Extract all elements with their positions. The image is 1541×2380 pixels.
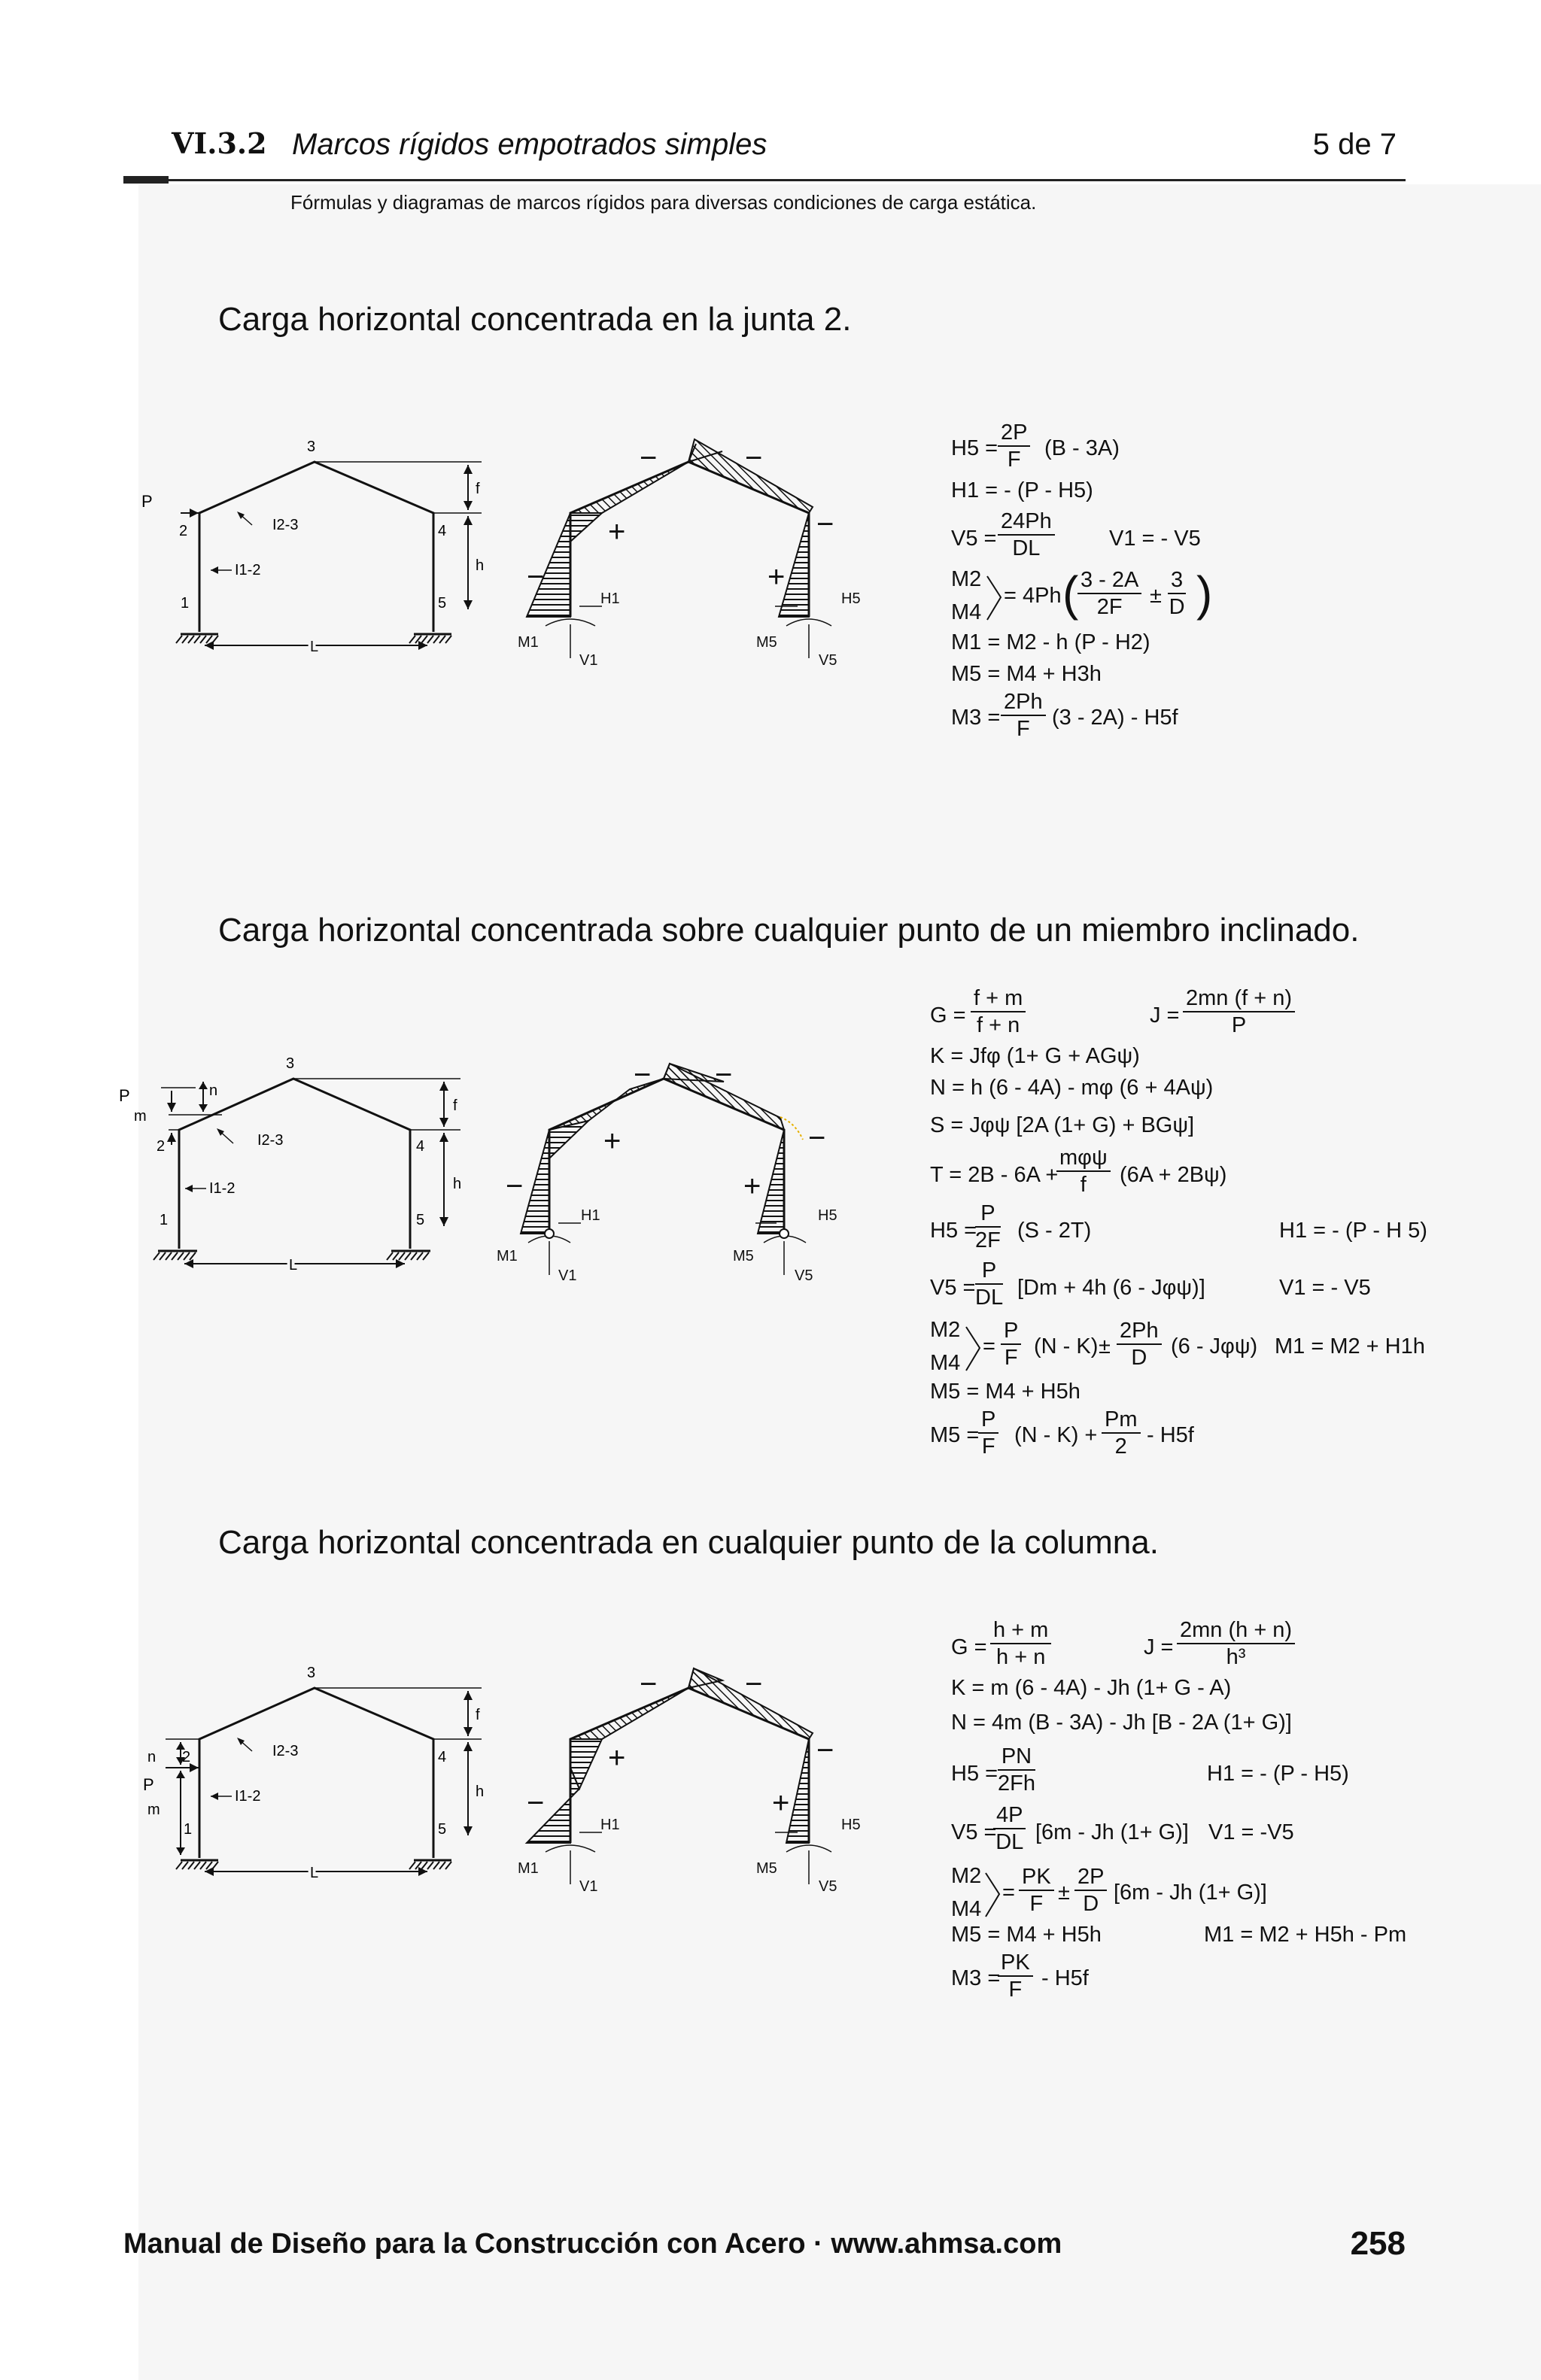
s3-H5-frac [998, 1744, 1035, 1796]
s1-M24-n1: 3 - 2A [1077, 567, 1141, 594]
sign-plus: + [767, 560, 786, 593]
s2-M24-n2: 2Ph [1117, 1318, 1162, 1345]
s2-M5b-d2: 2 [1114, 1434, 1127, 1459]
s3-M24-n2: 2P [1074, 1864, 1107, 1891]
dim-f-label: f [453, 1097, 457, 1114]
sign-minus: − [745, 1668, 763, 1701]
dim-L-label: L [310, 1865, 319, 1881]
s2-M5a: M5 = M4 + H5h [930, 1380, 1081, 1404]
dim-f-label: f [476, 1707, 480, 1723]
sign-minus: − [634, 1058, 652, 1091]
s3-M24-pm: ± [1058, 1881, 1070, 1905]
s3-M24-n1: PK [1019, 1864, 1054, 1891]
reaction-V1-label: V1 [579, 1878, 598, 1895]
sign-plus: + [772, 1787, 790, 1820]
s2-T-lhs: T = 2B - 6A + [930, 1163, 1059, 1187]
reaction-M5-label: M5 [733, 1248, 754, 1264]
section-number: VI.3.2 [172, 126, 267, 160]
dim-n-label: n [209, 1082, 218, 1099]
section2-title: Carga horizontal concentrada sobre cualquier punto de un miembro inclinado. [218, 912, 1360, 949]
reaction-M1-label: M1 [518, 1860, 539, 1877]
footer-text: Manual de Diseño para la Construcción con Acero · www.ahmsa.com [123, 2228, 1062, 2260]
reaction-H1-label: H1 [600, 590, 620, 607]
s2-G-lhs: G = [930, 1003, 966, 1028]
s3-G-den: h + n [996, 1645, 1046, 1669]
s2-S: S = Jφψ [2A (1+ G) + BGψ] [930, 1113, 1195, 1137]
s3-J-den: h³ [1226, 1645, 1246, 1669]
load-P-label: P [141, 492, 153, 511]
inertia-I12-label: I1-2 [235, 1788, 261, 1805]
joint-3-label: 3 [286, 1055, 295, 1072]
s1-M24-lhs: = 4Ph [1004, 584, 1062, 608]
s2-M24-d2: D [1131, 1346, 1147, 1370]
s3-V5-lhs: V5 = [951, 1820, 997, 1844]
s3-M1: M1 = M2 + H5h - Pm [1204, 1923, 1407, 1947]
s2-H5-rhs: (S - 2T) [1017, 1219, 1092, 1243]
s2-M5b-lhs: M5 = [930, 1423, 980, 1447]
s1-M3-lhs: M3 = [951, 706, 1001, 730]
sign-minus: − [640, 1668, 658, 1701]
s2-J-frac [1183, 985, 1295, 1038]
s2-T-num: mφψ [1056, 1145, 1111, 1172]
s3-H1: H1 = - (P - H5) [1207, 1762, 1349, 1786]
sign-minus: − [816, 508, 834, 541]
joint-4-label: 4 [438, 523, 447, 539]
s1-M24-d2: D [1169, 595, 1185, 619]
s2-M5b-mid: (N - K) + [1014, 1423, 1098, 1447]
s2-M2: M2 [930, 1318, 961, 1342]
reaction-H5-label: H5 [841, 1817, 861, 1833]
joint-5-label: 5 [416, 1212, 425, 1228]
joint-1-label: 1 [160, 1212, 169, 1228]
s3-J-frac [1177, 1617, 1295, 1670]
joint-1-label: 1 [181, 595, 190, 612]
s2-M24-n1: P [1001, 1318, 1021, 1345]
s3-G-num: h + m [990, 1617, 1051, 1644]
s2-T-den: f [1080, 1173, 1087, 1197]
reaction-H1-label: H1 [600, 1817, 620, 1833]
sign-minus: − [506, 1170, 524, 1203]
dim-m-label: m [134, 1108, 147, 1125]
section2-frame-diagram [113, 1046, 504, 1294]
s3-H5-lhs: H5 = [951, 1762, 998, 1786]
s2-M24-pm: ± [1099, 1334, 1111, 1358]
s1-V5-frac [998, 508, 1055, 561]
reaction-V5-label: V5 [819, 652, 837, 669]
s1-M5: M5 = M4 + H3h [951, 662, 1102, 686]
section2-moment-diagram [476, 1046, 867, 1294]
inertia-I12-label: I1-2 [209, 1180, 236, 1197]
s1-M3-num: 2Ph [1001, 689, 1046, 716]
s1-M24-n2: 3 [1168, 567, 1186, 594]
s3-N: N = 4m (B - 3A) - Jh [B - 2A (1+ G)] [951, 1711, 1292, 1735]
s2-M5b-frac1 [978, 1407, 998, 1459]
s2-M24-lhs: = [983, 1334, 995, 1358]
s3-M2: M2 [951, 1864, 982, 1888]
dim-L-label: L [310, 639, 319, 655]
s2-M5b-n2: Pm [1102, 1407, 1141, 1434]
s2-M4: M4 [930, 1351, 961, 1375]
reaction-M1-label: M1 [497, 1248, 518, 1264]
s1-M4: M4 [951, 600, 982, 624]
s2-H5-frac [975, 1201, 1001, 1253]
s2-M5b-d1: F [981, 1434, 995, 1459]
section3-title: Carga horizontal concentrada en cualquier punto de la columna. [218, 1524, 1159, 1561]
s3-M24-d1: F [1029, 1892, 1044, 1916]
s2-V5-num: P [975, 1258, 1003, 1285]
s3-M4: M4 [951, 1897, 982, 1921]
reaction-H5-label: H5 [841, 590, 861, 607]
s2-N: N = h (6 - 4A) - mφ (6 + 4Aψ) [930, 1076, 1214, 1100]
s2-M24-frac2 [1117, 1318, 1162, 1371]
sign-minus: − [745, 442, 763, 475]
s1-V5-num: 24Ph [998, 508, 1055, 536]
s1-M24-frac2 [1168, 567, 1186, 620]
dim-f-label: f [476, 481, 480, 497]
s2-G-frac [971, 985, 1026, 1038]
dim-n-label: n [147, 1749, 157, 1765]
s1-H5-den: F [1007, 448, 1021, 472]
s2-M24-d1: F [1004, 1346, 1018, 1370]
s3-M3-num: PK [998, 1950, 1033, 1977]
s2-T-frac [1056, 1145, 1111, 1198]
s2-K: K = Jfφ (1+ G + AGψ) [930, 1044, 1140, 1068]
s2-H1: H1 = - (P - H 5) [1279, 1219, 1427, 1243]
s2-M24-rhs: (6 - Jφψ) [1171, 1334, 1258, 1358]
inertia-I23-label: I2-3 [257, 1132, 284, 1149]
s3-M5: M5 = M4 + H5h [951, 1923, 1102, 1947]
s3-H5-num: PN [998, 1744, 1035, 1771]
s2-M5b-frac2 [1102, 1407, 1141, 1459]
section1-moment-diagram [497, 429, 888, 677]
dim-L-label: L [289, 1257, 298, 1273]
reaction-M5-label: M5 [756, 1860, 777, 1877]
s3-M3-lhs: M3 = [951, 1966, 1001, 1990]
header-rule [123, 179, 1406, 181]
s2-J-num: 2mn (f + n) [1183, 985, 1295, 1012]
joint-2-label: 2 [182, 1749, 191, 1765]
s3-K: K = m (6 - 4A) - Jh (1+ G - A) [951, 1676, 1232, 1700]
dim-h-label: h [476, 1783, 485, 1800]
s1-H5-frac [998, 420, 1030, 472]
s3-G-lhs: G = [951, 1635, 987, 1659]
s3-V5-den: DL [995, 1830, 1024, 1854]
page-counter: 5 de 7 [1312, 128, 1397, 161]
s1-H5-num: 2P [998, 420, 1030, 447]
load-P-label: P [119, 1086, 130, 1105]
s1-M1: M1 = M2 - h (P - H2) [951, 630, 1150, 654]
inertia-I23-label: I2-3 [272, 1743, 299, 1759]
inertia-I12-label: I1-2 [235, 562, 261, 578]
s1-H5-rhs: (B - 3A) [1044, 436, 1120, 460]
s3-M3-frac [998, 1950, 1033, 2002]
s2-M24-mid: (N - K) [1034, 1334, 1099, 1358]
dim-m-label: m [147, 1802, 160, 1818]
s1-M24-d1: 2F [1096, 595, 1123, 619]
joint-4-label: 4 [438, 1749, 447, 1765]
section3-frame-diagram [135, 1655, 512, 1903]
reaction-H1-label: H1 [581, 1207, 600, 1224]
section1-frame-diagram [135, 429, 512, 677]
s1-V1: V1 = - V5 [1109, 527, 1201, 551]
s3-M24-rhs: [6m - Jh (1+ G)] [1114, 1881, 1267, 1905]
s2-H5-den: 2F [975, 1228, 1001, 1252]
reaction-V1-label: V1 [558, 1267, 577, 1284]
s1-M3-den: F [1016, 717, 1030, 741]
section-title: Marcos rígidos empotrados simples [292, 128, 767, 161]
s1-paren-close: ) [1196, 566, 1213, 621]
page-subtitle: Fórmulas y diagramas de marcos rígidos para diversas condiciones de carga estática. [290, 191, 1037, 214]
s1-M3-frac [1001, 689, 1046, 742]
s1-V5-lhs: V5 = [951, 527, 997, 551]
s3-V5-frac [993, 1802, 1026, 1855]
reaction-M1-label: M1 [518, 634, 539, 651]
s3-M24-d2: D [1083, 1892, 1099, 1916]
s3-G-frac [990, 1617, 1051, 1670]
sign-plus: + [743, 1170, 761, 1203]
s3-M24-lhs: = [1002, 1881, 1015, 1905]
footer-page-number: 258 [1350, 2225, 1406, 2262]
s2-H5-lhs: H5 = [930, 1219, 977, 1243]
joint-1-label: 1 [184, 1821, 193, 1838]
joint-3-label: 3 [307, 1665, 316, 1681]
reaction-V1-label: V1 [579, 652, 598, 669]
sign-plus: + [608, 515, 626, 548]
s1-H1: H1 = - (P - H5) [951, 478, 1093, 502]
joint-2-label: 2 [157, 1138, 166, 1155]
s1-M24-pm: ± [1150, 584, 1162, 608]
s3-V1: V1 = -V5 [1208, 1820, 1294, 1844]
s2-G-num: f + m [971, 985, 1026, 1012]
s1-H5-lhs: H5 = [951, 436, 998, 460]
sign-minus: − [808, 1122, 826, 1155]
s2-J-lhs: J = [1150, 1003, 1180, 1028]
sign-minus: − [715, 1058, 733, 1091]
s3-J-num: 2mn (h + n) [1177, 1617, 1295, 1644]
joint-5-label: 5 [438, 1821, 447, 1838]
s3-H5-den: 2Fh [998, 1771, 1035, 1796]
s2-J-den: P [1231, 1013, 1247, 1037]
s2-T-rhs: (6A + 2Bψ) [1120, 1163, 1227, 1187]
joint-3-label: 3 [307, 439, 316, 455]
dim-h-label: h [476, 557, 485, 574]
joint-5-label: 5 [438, 595, 447, 612]
reaction-M5-label: M5 [756, 634, 777, 651]
s3-V5-rhs: [6m - Jh (1+ G)] [1035, 1820, 1189, 1844]
s2-G-den: f + n [977, 1013, 1020, 1037]
s2-V5-den: DL [975, 1286, 1004, 1310]
s1-V5-den: DL [1012, 536, 1041, 560]
s3-V5-num: 4P [993, 1802, 1026, 1829]
s1-M3-rhs: (3 - 2A) - H5f [1052, 706, 1178, 730]
section1-title: Carga horizontal concentrada en la junta 2. [218, 301, 852, 338]
load-P-label: P [143, 1775, 154, 1794]
s2-M24-frac1 [1001, 1318, 1021, 1371]
section3-moment-diagram [497, 1655, 888, 1903]
s2-M5b-n1: P [978, 1407, 998, 1434]
s3-J-lhs: J = [1144, 1635, 1174, 1659]
joint-4-label: 4 [416, 1138, 425, 1155]
sign-minus: − [527, 1787, 545, 1820]
s2-V1: V1 = - V5 [1279, 1276, 1371, 1300]
reaction-V5-label: V5 [819, 1878, 837, 1895]
s2-V5-frac [975, 1258, 1003, 1310]
joint-2-label: 2 [179, 523, 188, 539]
s3-M24-frac1 [1019, 1864, 1054, 1917]
s2-M1: M1 = M2 + H1h [1275, 1334, 1425, 1358]
sign-minus: − [816, 1734, 834, 1767]
sign-minus: − [640, 442, 658, 475]
sign-plus: + [603, 1125, 622, 1158]
s3-M3-den: F [1008, 1978, 1023, 2002]
s2-M5b-rhs: - H5f [1147, 1423, 1194, 1447]
s1-M2: M2 [951, 567, 982, 591]
reaction-V5-label: V5 [795, 1267, 813, 1284]
s2-V5-rhs: [Dm + 4h (6 - Jφψ)] [1017, 1276, 1205, 1300]
s3-M24-frac2 [1074, 1864, 1107, 1917]
dim-h-label: h [453, 1176, 462, 1192]
s2-V5-lhs: V5 = [930, 1276, 976, 1300]
reaction-H5-label: H5 [818, 1207, 837, 1224]
sign-minus: − [527, 560, 545, 593]
s2-H5-num: P [975, 1201, 1001, 1228]
s1-M24-frac1 [1077, 567, 1141, 620]
s1-paren-open: ( [1062, 566, 1079, 621]
s3-M3-rhs: - H5f [1041, 1966, 1089, 1990]
inertia-I23-label: I2-3 [272, 517, 299, 533]
sign-plus: + [608, 1741, 626, 1774]
